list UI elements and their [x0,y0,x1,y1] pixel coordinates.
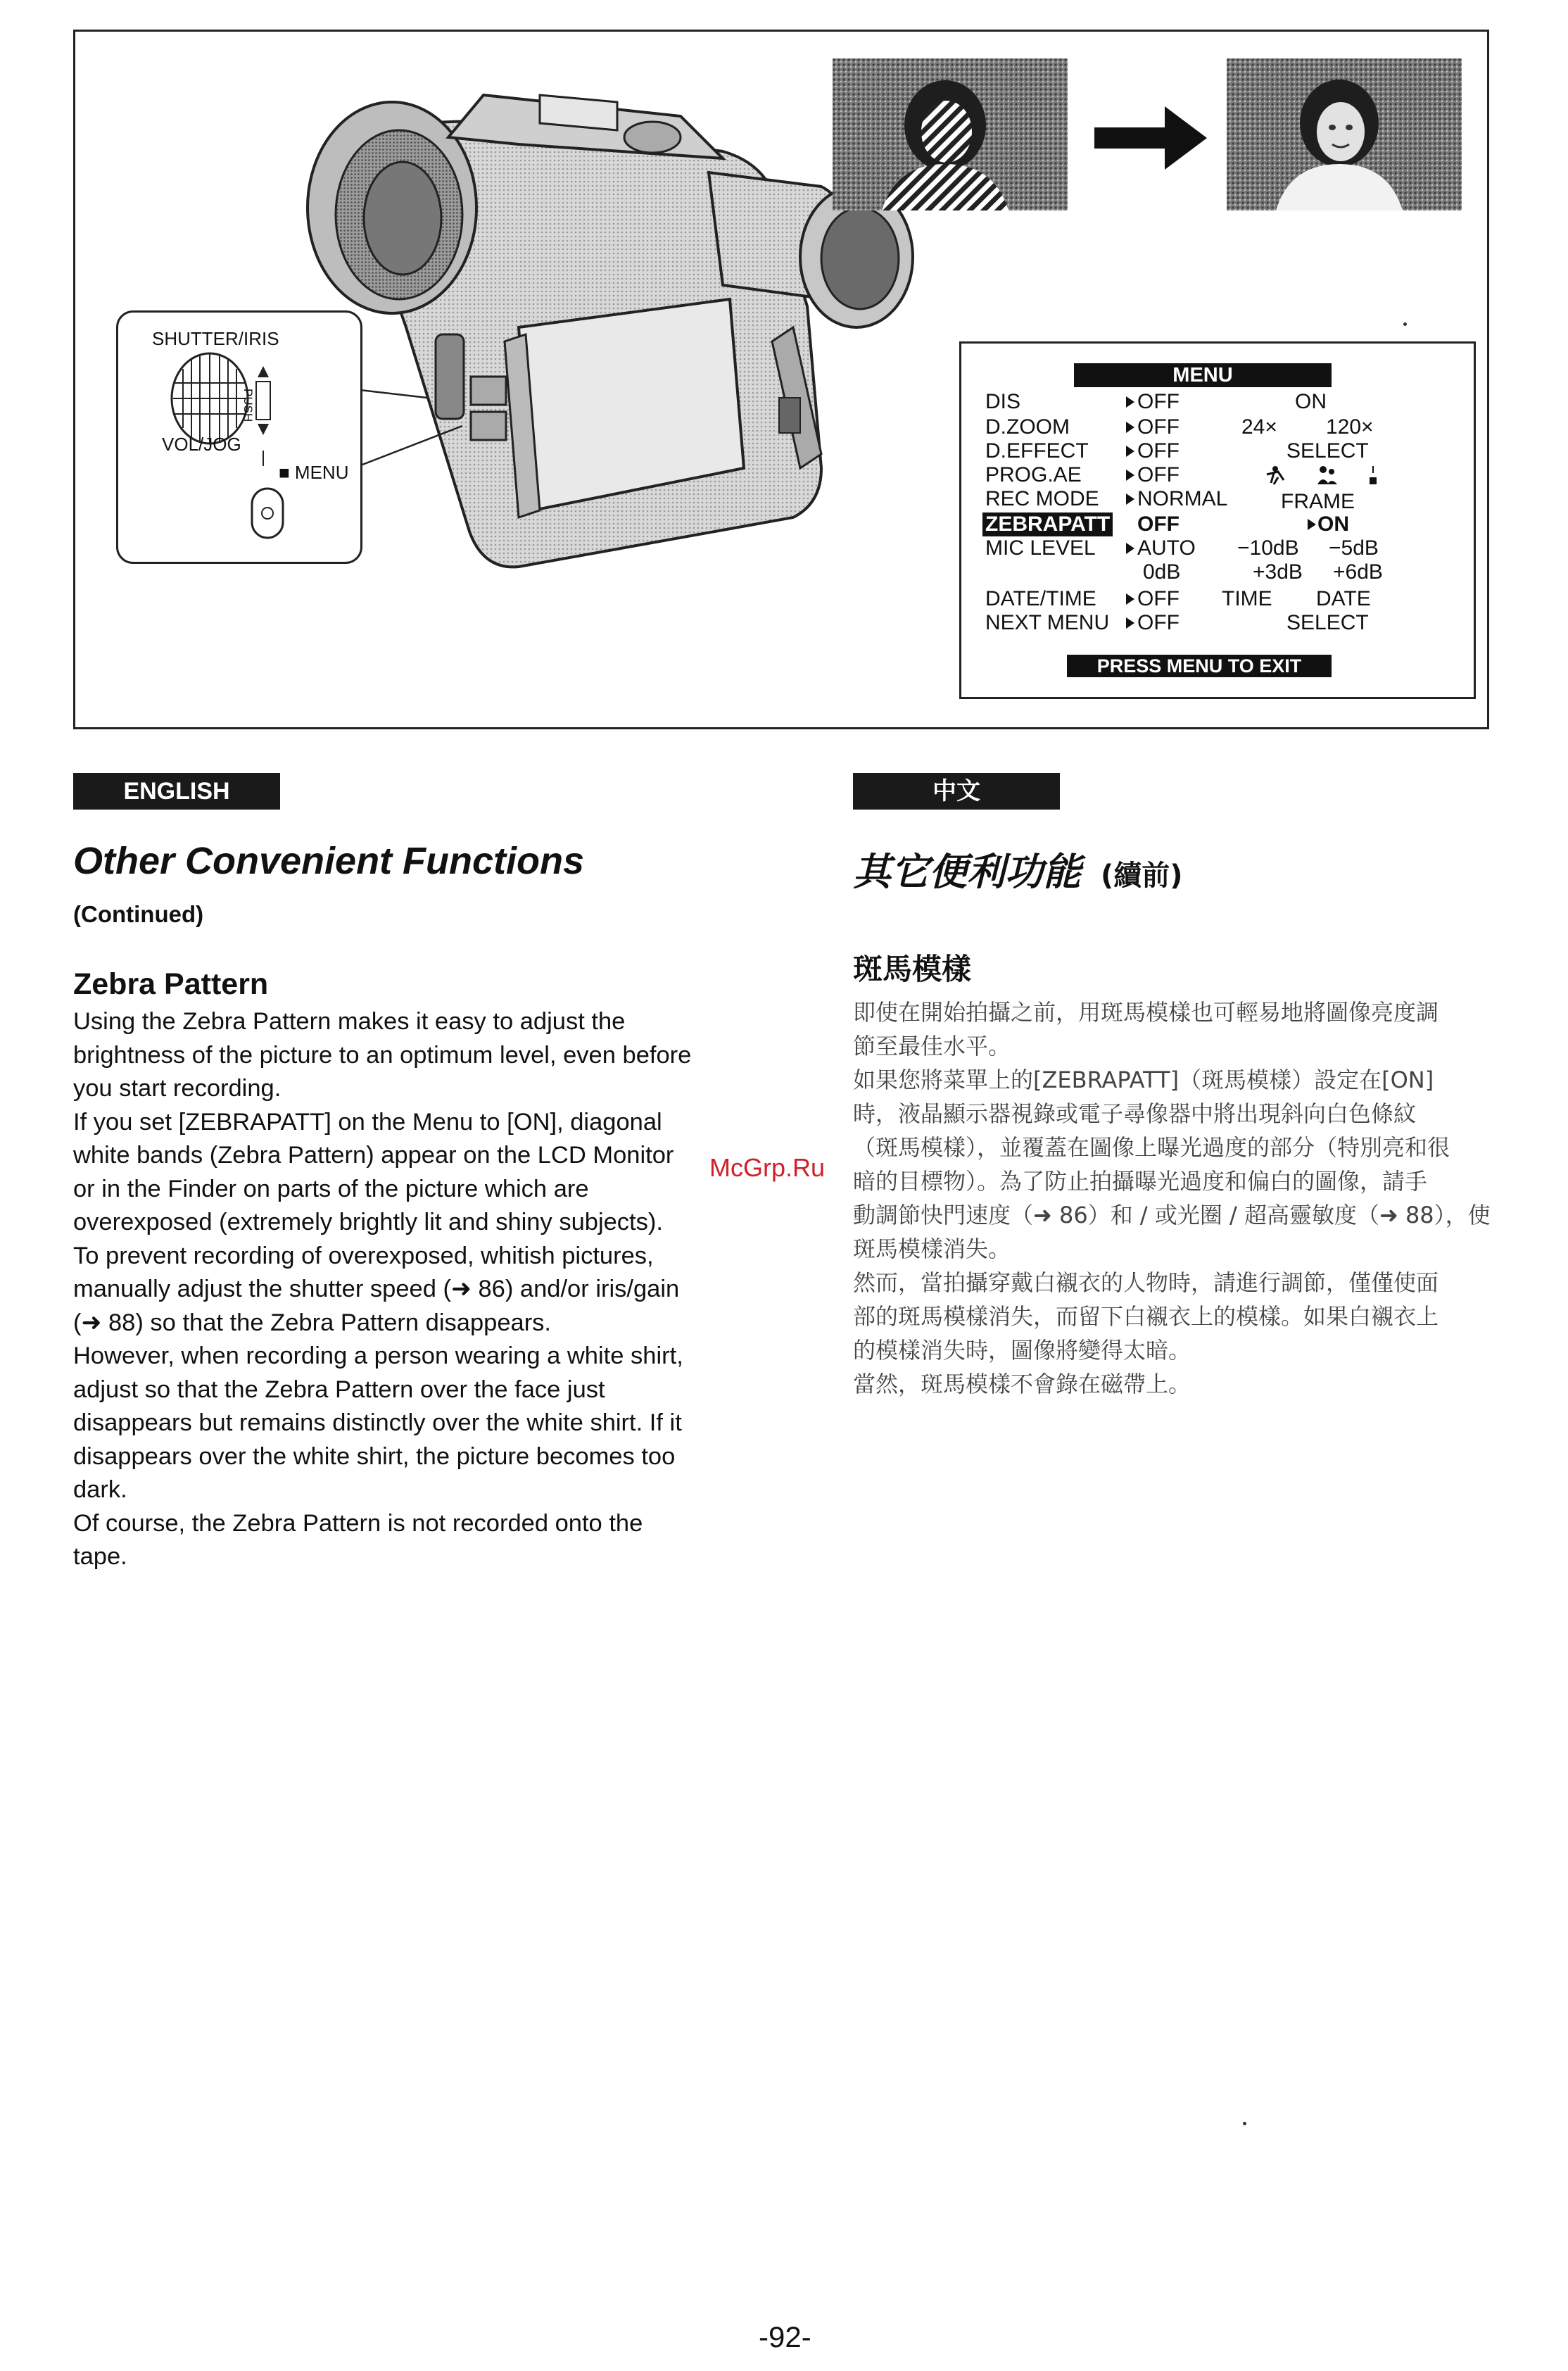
menu-item-current: OFF [1137,415,1180,439]
page-number: -92- [759,2320,811,2353]
chinese-line: 時，液晶顯示器視錄或電子尋像器中將出現斜向白色條紋 [853,1100,1417,1127]
english-line: tape. [73,1543,127,1570]
menu-item-name: D.EFFECT [985,439,1089,463]
menu-item-name: DATE/TIME [985,587,1096,610]
menu-item-name: PROG.AE [985,463,1082,486]
chinese-line: 的模樣消失時，圖像將變得太暗。 [853,1337,1191,1364]
english-line: or in the Finder on parts of the picture which are [73,1175,589,1202]
menu-item-option: +6dB [1333,560,1383,584]
english-line: Using the Zebra Pattern makes it easy to adjust the [73,1008,626,1035]
selector-arrow-icon [1126,617,1134,629]
menu-item-name: D.ZOOM [985,415,1070,439]
zebra-on-photo [833,58,1068,210]
watermark: McGrp.Ru [709,1153,826,1182]
english-badge: ENGLISH [73,773,280,810]
menu-item-current: OFF [1137,512,1180,536]
push-label: PUSH [241,389,255,422]
chinese-body [853,995,1529,1401]
english-title: Other Convenient Functions [73,840,585,882]
menu-screen [959,341,1476,699]
menu-item-current: AUTO [1137,536,1196,560]
english-line: Of course, the Zebra Pattern is not recorded onto the [73,1509,643,1537]
chinese-continued: (續前) [1101,860,1183,892]
chinese-badge: 中文 [853,773,1060,810]
zebra-off-photo [1227,58,1462,210]
chinese-subhead: 斑馬模樣 [853,952,972,986]
menu-item-current: OFF [1137,439,1180,463]
selector-arrow-icon [1126,593,1134,605]
selector-arrow-icon [1308,519,1316,530]
dial-callout [116,310,362,564]
illustration-box [73,30,1489,729]
menu-item-current: OFF [1137,463,1180,486]
sports-mode-icon [1267,466,1284,484]
menu-item-option: −5dB [1329,536,1379,560]
menu-item-option: −10dB [1237,536,1299,560]
chinese-line: 如果您將菜單上的[ZEBRAPATT]（斑馬模樣）設定在[ON] [853,1067,1434,1093]
menu-item-name: REC MODE [985,487,1099,510]
menu-item-current: OFF [1137,390,1180,413]
menu-row-dzoom [985,415,1471,439]
menu-item-name: MIC LEVEL [985,536,1096,560]
dial-diagram [118,313,365,566]
menu-item-name: DIS [985,390,1021,413]
menu-title: MENU [1074,363,1332,387]
chinese-line: 部的斑馬模樣消失，而留下白襯衣上的模樣。如果白襯衣上 [853,1303,1439,1330]
chinese-line: 然而，當拍攝穿戴白襯衣的人物時，請進行調節，僅僅使面 [853,1269,1439,1296]
chinese-line: 節至最佳水平。 [853,1033,1011,1059]
menu-row-miclevel [985,536,1471,560]
chinese-line: 動調節快門速度（➜ 86）和 / 或光圈 / 超高靈敏度（➜ 88），使 [853,1202,1491,1228]
english-line: disappears over the white shirt, the picture becomes too [73,1442,676,1470]
menu-item-option: 120× [1326,415,1374,439]
menu-item-current: OFF [1137,611,1180,634]
menu-item-name: NEXT MENU [985,611,1110,634]
chinese-line: 斑馬模樣消失。 [853,1235,1011,1262]
chinese-title-text: 其它便利功能 [853,850,1081,894]
english-line: dark. [73,1476,127,1503]
english-continued: (Continued) [73,901,204,927]
vol-jog-label: VOL/JOG [162,434,241,455]
prog-ae-mode-icons [1253,463,1393,487]
menu-button-label: ■ MENU [279,462,349,483]
menu-row-datetime [985,587,1471,611]
selector-arrow-icon [1126,493,1134,505]
selector-arrow-icon [1126,446,1134,457]
english-line: white bands (Zebra Pattern) appear on the LCD Monitor [73,1142,674,1169]
menu-item-option: DATE [1316,587,1371,610]
english-line: you start recording. [73,1075,282,1102]
english-line: If you set [ZEBRAPATT] on the Menu to [ON], diagonal [73,1108,662,1136]
chinese-title [853,842,1183,896]
english-subhead: Zebra Pattern [73,967,269,1001]
scan-speck [1403,322,1407,326]
menu-item-option: ON [1295,390,1327,413]
camcorder-illustration [286,74,920,609]
menu-row-zebrapatt [985,512,1471,536]
menu-item-option: 24× [1241,415,1277,439]
selector-arrow-icon [1126,422,1134,433]
selector-arrow-icon [1126,396,1134,408]
menu-item-option: FRAME [1281,490,1355,513]
english-line: However, when recording a person wearing a white shirt, [73,1342,683,1369]
menu-item-current: NORMAL [1137,487,1228,510]
spotlight-mode-icon [1370,466,1377,484]
menu-item-option: ON [1317,512,1349,536]
english-line: (➜ 88) so that the Zebra Pattern disappears. [73,1309,552,1336]
english-line: brightness of the picture to an optimum level, even before [73,1041,692,1069]
menu-row-nextmenu [985,611,1471,635]
menu-row-progae [985,463,1471,487]
menu-row-dis [985,390,1471,414]
english-line: overexposed (extremely brightly lit and shiny subjects). [73,1209,663,1235]
menu-item-option: +3dB [1253,560,1303,584]
arrow-right-icon [1094,106,1207,170]
chinese-line: （斑馬模樣），並覆蓋在圖像上曝光過度的部分（特別亮和很 [853,1134,1450,1161]
menu-item-name-selected: ZEBRAPATT [982,512,1113,536]
english-body [73,1005,777,1574]
chinese-line: 即使在開始拍攝之前，用斑馬模樣也可輕易地將圖像亮度調 [853,999,1439,1026]
menu-footer: PRESS MENU TO EXIT [1067,655,1332,677]
selector-arrow-icon [1126,543,1134,554]
menu-row-deffect [985,439,1471,463]
shutter-iris-label: SHUTTER/IRIS [152,328,279,349]
menu-item-current: 0dB [1143,560,1181,584]
chinese-line: 暗的目標物）。為了防止拍攝曝光過度和偏白的圖像，請手 [853,1168,1428,1195]
menu-item-option: SELECT [1286,611,1369,634]
menu-row-recmode [985,487,1471,511]
english-line: manually adjust the shutter speed (➜ 86) and/or iris/gain [73,1276,680,1302]
english-line: disappears but remains distinctly over the white shirt. If it [73,1409,682,1436]
chinese-line: 當然，斑馬模樣不會錄在磁帶上。 [853,1371,1191,1397]
english-line: adjust so that the Zebra Pattern over the face just [73,1376,605,1403]
menu-item-current: OFF [1137,587,1180,610]
menu-item-option: TIME [1222,587,1272,610]
selector-arrow-icon [1126,470,1134,481]
scan-speck [1243,2122,1246,2125]
menu-item-option: SELECT [1286,439,1369,463]
menu-row-miclevel-cont [985,560,1471,584]
portrait-mode-icon [1317,466,1337,484]
english-line: To prevent recording of overexposed, whitish pictures, [73,1242,654,1269]
